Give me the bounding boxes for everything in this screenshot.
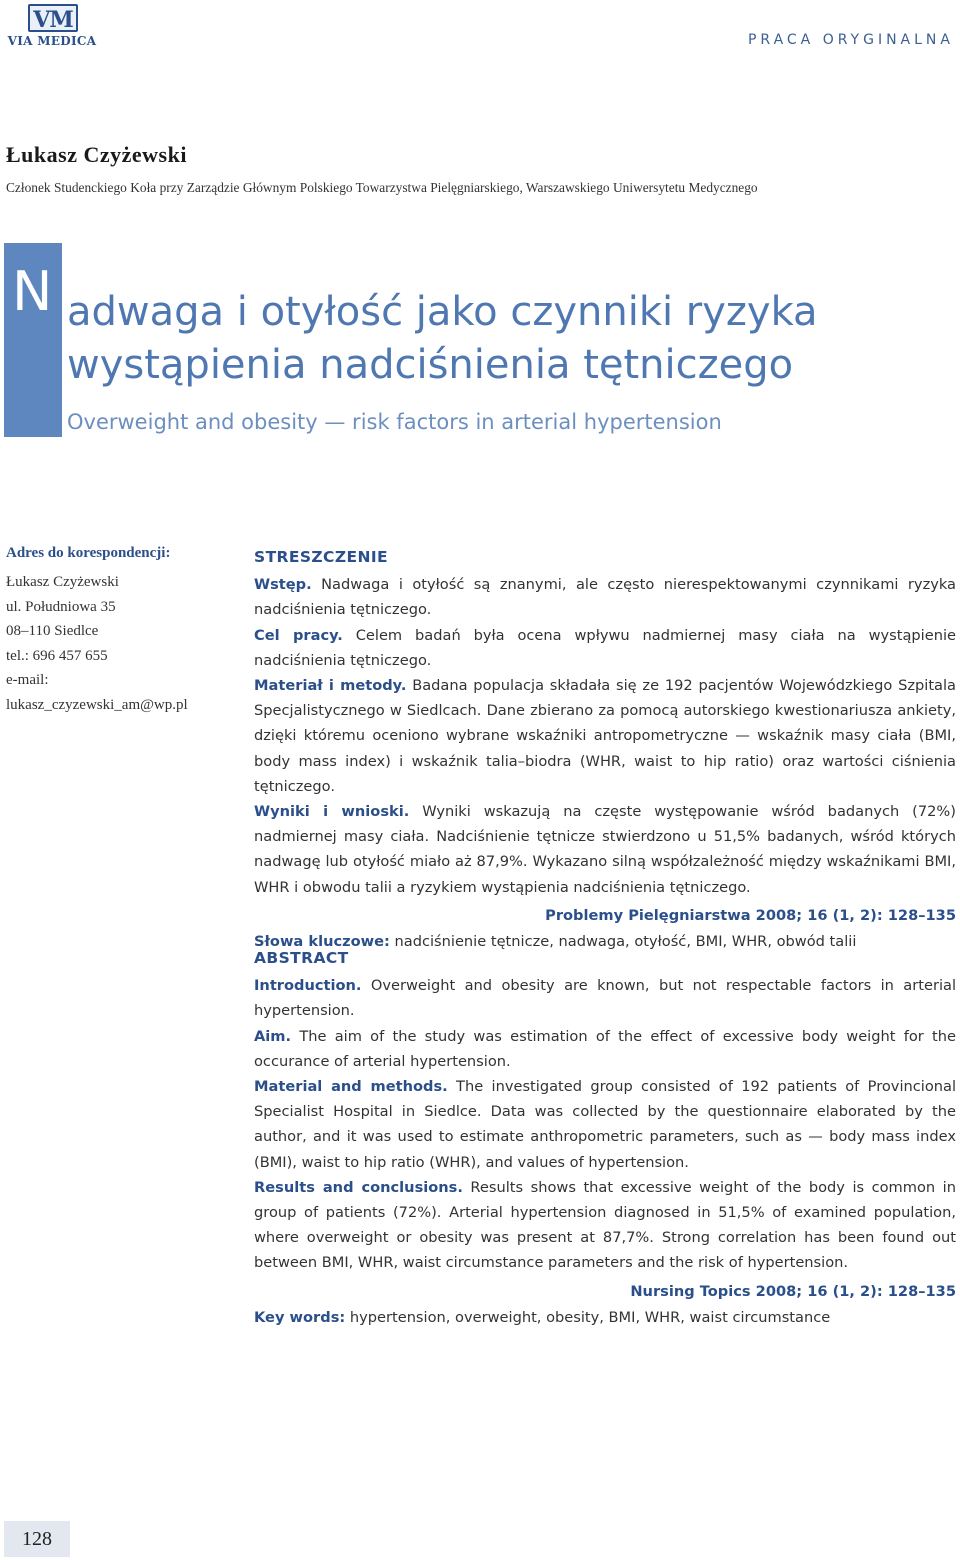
abstract-paragraph [254, 973, 956, 1023]
logo-text: VIA MEDICA [7, 34, 97, 48]
paragraph-label: Introduction. [254, 977, 362, 995]
abstract-paragraph [254, 799, 956, 900]
correspondence-address [6, 545, 236, 717]
publisher-logo [4, 4, 96, 48]
correspondence-line: e-mail: [6, 672, 49, 688]
keywords-text: hypertension, overweight, obesity, BMI, WHR, waist circumstance [349, 1308, 831, 1326]
article-title-line-1: adwaga i otyłość jako czynniki ryzyka [67, 289, 818, 335]
paragraph-text: The aim of the study was estimation of the effect of excessive body weight for the occurance of arterial hypertension. [254, 1027, 956, 1070]
abstract-paragraph [254, 1074, 956, 1175]
streszczenie-block [254, 545, 956, 954]
streszczenie-heading: STRESZCZENIE [254, 548, 388, 566]
abstract-paragraph [254, 673, 956, 799]
page-number: 128 [22, 1528, 52, 1550]
paragraph-text: Results shows that excessive weight of the body is common in group of patients (72%). Arterial hypertension diagnosed in 51,5% of examined population, where overweight or obesity was present at 87,7%. Strong correlation has been found out between BMI, WHR, waist circumstance parameters and the risk of hypertension. [254, 1178, 956, 1272]
paragraph-label: Materiał i metody. [254, 677, 407, 695]
abstract-paragraph [254, 623, 956, 673]
abstract-block [254, 946, 956, 1330]
citation: Problemy Pielęgniarstwa 2008; 16 (1, 2): 128–135 [545, 906, 956, 924]
paragraph-text: Nadwaga i otyłość są znanymi, ale często nierespektowanymi czynnikami ryzyka nadciśnienia tętniczego. [254, 576, 957, 619]
correspondence-line: ul. Południowa 35 [6, 598, 116, 615]
abstract-paragraph [254, 1024, 956, 1074]
correspondence-line: Łukasz Czyżewski [6, 574, 119, 590]
author-name: Łukasz Czyżewski [6, 142, 187, 167]
abstract-paragraph [254, 572, 956, 622]
title-drop-cap: N [12, 260, 53, 323]
paragraph-label: Wstęp. [254, 576, 312, 594]
correspondence-line: 08–110 Siedlce [6, 623, 99, 639]
paragraph-label: Aim. [254, 1027, 292, 1045]
paragraph-text: Wyniki wskazują na częste występowanie wśród badanych (72%) nadmiernej masy ciała. Nadciśnienie tętnicze stwierdzono u 51,5% badanych, wśród których nadwagę lub otyłość miało aż 87,9%. Wykazano silną współzależność między wskaźnikami BMI, WHR i obwodu talii a ryzykiem wystąpienia nadciśnienia tętniczego. [254, 803, 956, 896]
article-title-line-2: wystąpienia nadciśnienia tętniczego [67, 342, 794, 388]
paragraph-label: Material and methods. [254, 1078, 448, 1096]
article-subtitle: Overweight and obesity — risk factors in arterial hypertension [67, 410, 722, 434]
paragraph-text: The investigated group consisted of 192 patients of Provincional Specialist Hospital in Siedlce. Data was collected by the questionnaire elaborated by the author, and it was used to estimate anthropometric parameters, such as — body mass index (BMI), waist to hip ratio (WHR), and values of hypertension. [254, 1078, 956, 1171]
keywords [254, 1305, 956, 1330]
abstract-heading: ABSTRACT [254, 949, 349, 967]
citation: Nursing Topics 2008; 16 (1, 2): 128–135 [630, 1282, 956, 1300]
paragraph-label: Cel pracy. [254, 626, 343, 644]
correspondence-line: tel.: 696 457 655 [6, 647, 108, 664]
paragraph-text: Celem badań była ocena wpływu nadmiernej masy ciała na wystąpienie nadciśnienia tętniczego. [254, 626, 956, 669]
paragraph-label: Results and conclusions. [254, 1178, 463, 1196]
author-affiliation: Członek Studenckiego Koła przy Zarządzie Głównym Polskiego Towarzystwa Pielęgniarskiego, Warszawskiego Uniwersytetu Medycznego [6, 180, 758, 195]
paragraph-text: Badana populacja składała się ze 192 pacjentów Wojewódzkiego Szpitala Specjalistycznego w Siedlcach. Dane zbierano za pomocą autorskiego kwestionariusza ankiety, dzięki któremu oceniono wybrane wskaźniki antropometryczne — wskaźnik masy ciała (BMI, body mass index) i wskaźnik talia–biodra (WHR, waist to hip ratio) oraz wartości ciśnienia tętniczego. [254, 677, 956, 795]
keywords-label: Słowa kluczowe: [254, 933, 390, 951]
correspondence-email[interactable]: lukasz_czyzewski_am@wp.pl [6, 696, 188, 713]
paragraph-label: Wyniki i wnioski. [254, 803, 410, 821]
paragraph-text: Overweight and obesity are known, but not respectable factors in arterial hypertension. [254, 977, 957, 1020]
keywords-label: Key words: [254, 1308, 346, 1326]
section-label: PRACA ORYGINALNA [747, 32, 954, 48]
abstract-paragraph [254, 1175, 956, 1276]
correspondence-heading: Adres do korespondencji: [6, 545, 171, 561]
logo-mark: VM [28, 4, 78, 32]
keywords-text: nadciśnienie tętnicze, nadwaga, otyłość, BMI, WHR, obwód talii [394, 933, 857, 951]
